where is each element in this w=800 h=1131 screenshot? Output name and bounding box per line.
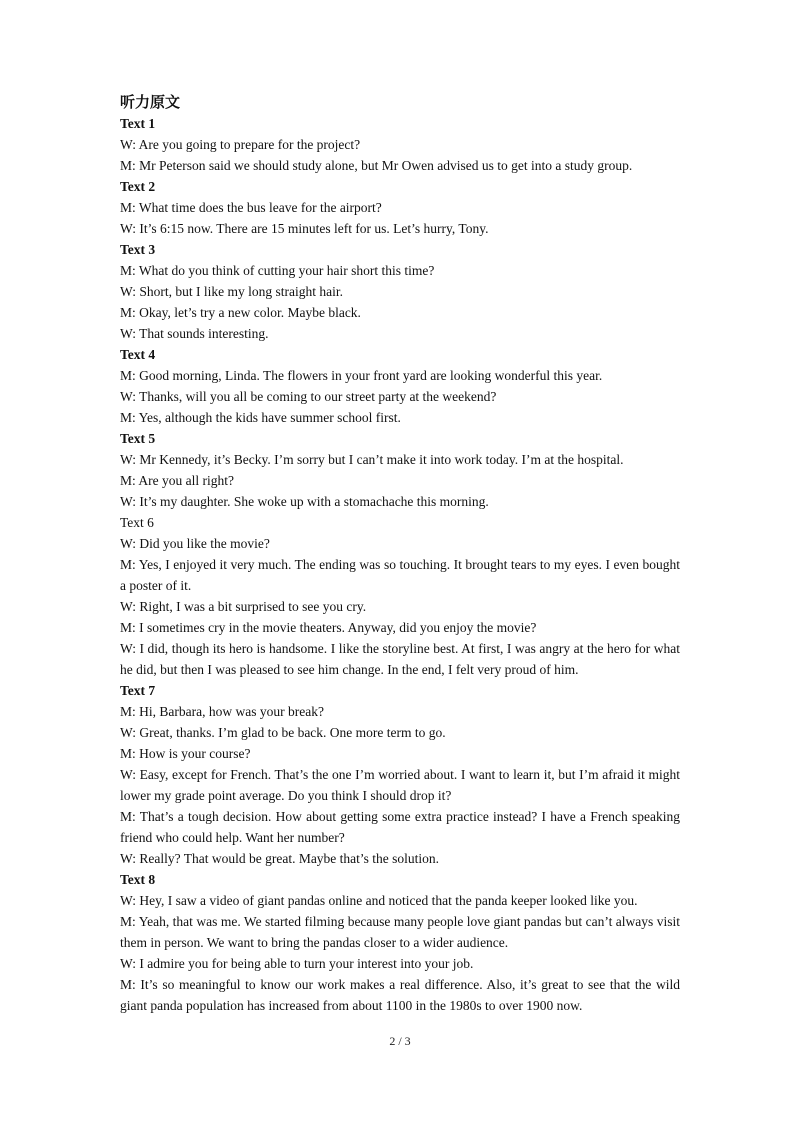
text-section bbox=[120, 239, 680, 344]
section-heading: Text 8 bbox=[120, 872, 156, 887]
dialogue-line: W: Are you going to prepare for the project? bbox=[120, 137, 361, 152]
text-section bbox=[120, 869, 680, 1016]
section-heading: Text 6 bbox=[120, 515, 154, 530]
dialogue-line: W: Short, but I like my long straight hair. bbox=[120, 284, 343, 299]
section-heading: Text 4 bbox=[120, 347, 156, 362]
dialogue-line: M: Are you all right? bbox=[120, 473, 234, 488]
text-section bbox=[120, 113, 680, 176]
section-heading: Text 3 bbox=[120, 242, 156, 257]
section-heading: Text 7 bbox=[120, 683, 156, 698]
dialogue-line: W: Hey, I saw a video of giant pandas online and noticed that the panda keeper looked like you. bbox=[120, 893, 638, 908]
dialogue-line: M: Mr Peterson said we should study alone, but Mr Owen advised us to get into a study group. bbox=[120, 158, 633, 173]
page-number: 2 / 3 bbox=[389, 1034, 411, 1048]
dialogue-line: W: Right, I was a bit surprised to see you cry. bbox=[120, 599, 367, 614]
dialogue-line: M: Yeah, that was me. We started filming because many people love giant pandas but can’t always visit them in person. We want to bring the pandas closer to a wider audience. bbox=[120, 914, 680, 950]
dialogue-line: W: I admire you for being able to turn your interest into your job. bbox=[120, 956, 474, 971]
section-heading: Text 5 bbox=[120, 431, 156, 446]
dialogue-line: W: It’s my daughter. She woke up with a stomachache this morning. bbox=[120, 494, 489, 509]
dialogue-line: W: Great, thanks. I’m glad to be back. One more term to go. bbox=[120, 725, 446, 740]
dialogue-line: W: Easy, except for French. That’s the one I’m worried about. I want to learn it, but I’m afraid it might lower my grade point average. Do you think I should drop it? bbox=[120, 767, 680, 803]
dialogue-line: W: It’s 6:15 now. There are 15 minutes left for us. Let’s hurry, Tony. bbox=[120, 221, 489, 236]
dialogue-line: W: Really? That would be great. Maybe that’s the solution. bbox=[120, 851, 440, 866]
transcript-body bbox=[120, 113, 680, 1016]
dialogue-line: W: Thanks, will you all be coming to our street party at the weekend? bbox=[120, 389, 497, 404]
text-section bbox=[120, 512, 680, 680]
dialogue-line: W: Mr Kennedy, it’s Becky. I’m sorry but I can’t make it into work today. I’m at the hospital. bbox=[120, 452, 624, 467]
text-section bbox=[120, 428, 680, 512]
dialogue-line: W: I did, though its hero is handsome. I like the storyline best. At first, I was angry at the hero for what he did, but then I was pleased to see him change. In the end, I felt very proud of him. bbox=[120, 641, 680, 677]
dialogue-line: M: Good morning, Linda. The flowers in your front yard are looking wonderful this year. bbox=[120, 368, 603, 383]
dialogue-line: M: Okay, let’s try a new color. Maybe black. bbox=[120, 305, 361, 320]
dialogue-line: M: What time does the bus leave for the airport? bbox=[120, 200, 382, 215]
document-page bbox=[120, 92, 680, 1016]
document-title: 听力原文 bbox=[120, 93, 181, 111]
dialogue-line: M: I sometimes cry in the movie theaters. Anyway, did you enjoy the movie? bbox=[120, 620, 537, 635]
dialogue-line: W: That sounds interesting. bbox=[120, 326, 269, 341]
text-section bbox=[120, 680, 680, 869]
dialogue-line: M: Yes, although the kids have summer school first. bbox=[120, 410, 401, 425]
dialogue-line: M: Hi, Barbara, how was your break? bbox=[120, 704, 324, 719]
dialogue-line: M: What do you think of cutting your hair short this time? bbox=[120, 263, 435, 278]
dialogue-line: M: It’s so meaningful to know our work makes a real difference. Also, it’s great to see that the wild giant panda population has increased from about 1100 in the 1980s to over 1900 now. bbox=[120, 977, 680, 1013]
section-heading: Text 2 bbox=[120, 179, 156, 194]
dialogue-line: M: That’s a tough decision. How about getting some extra practice instead? I have a French speaking friend who could help. Want her number? bbox=[120, 809, 680, 845]
dialogue-line: W: Did you like the movie? bbox=[120, 536, 270, 551]
section-heading: Text 1 bbox=[120, 116, 156, 131]
dialogue-line: M: How is your course? bbox=[120, 746, 251, 761]
dialogue-line: M: Yes, I enjoyed it very much. The ending was so touching. It brought tears to my eyes. I even bought a poster of it. bbox=[120, 557, 680, 593]
text-section bbox=[120, 176, 680, 239]
text-section bbox=[120, 344, 680, 428]
